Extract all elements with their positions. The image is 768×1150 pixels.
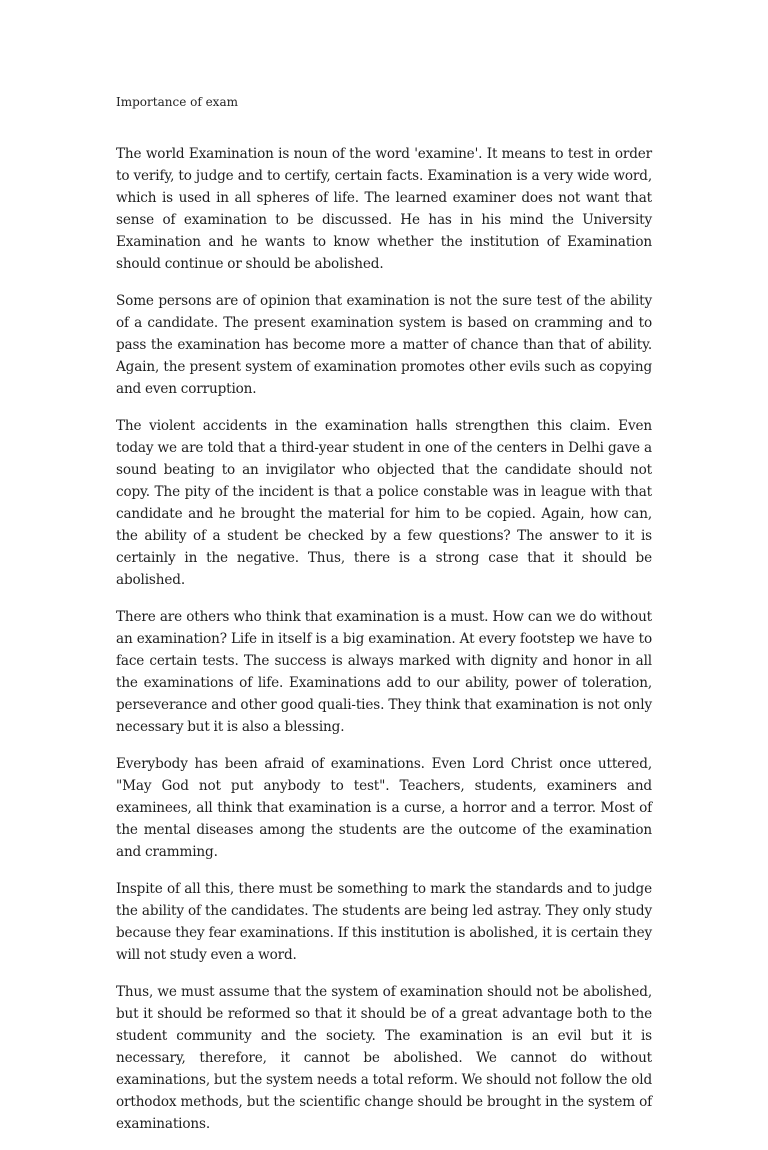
document-body [116, 143, 652, 1150]
paragraph-1: The world Examination is noun of the word 'examine'. It means to test in order to verify, to judge and to certify, certain facts. Examination is a very wide word, which is used in all spheres of life. The learned examiner does not want that sense of examination to be discussed. He has in his mind the University Examination and he wants to know whether the institution of Examination should continue or should be abolished. [116, 146, 652, 272]
paragraph-4: There are others who think that examination is a must. How can we do without an examination? Life in itself is a big examination. At every footstep we have to face certain tests. The success is always marked with dignity and honor in all the examinations of life. Examinations add to our ability, power of toleration, perseverance and other good quali-ties. They think that examination is not only necessary but it is also a blessing. [116, 609, 652, 735]
paragraph-3: The violent accidents in the examination halls strengthen this claim. Even today we are told that a third-year student in one of the centers in Delhi gave a sound beating to an invigilator who objected that the candidate should not copy. The pity of the incident is that a police constable was in league with that candidate and he brought the material for him to be copied. Again, how can, the ability of a student be checked by a few questions? The answer to it is certainly in the negative. Thus, there is a strong case that it should be abolished. [116, 418, 652, 588]
document-title: Importance of exam [116, 95, 238, 109]
paragraph-6: Inspite of all this, there must be something to mark the standards and to judge the ability of the candidates. The students are being led astray. They only study because they fear examinations. If this institution is abolished, it is certain they will not study even a word. [116, 881, 652, 963]
paragraph-7: Thus, we must assume that the system of examination should not be abolished, but it should be reformed so that it should be of a great advantage both to the student community and the society. The examination is an evil but it is necessary, therefore, it cannot be abolished. We cannot do without examinations, but the system needs a total reform. We should not follow the old orthodox methods, but the scientific change should be brought in the system of examinations. [116, 984, 652, 1132]
paragraph-2: Some persons are of opinion that examination is not the sure test of the ability of a candidate. The present examination system is based on cramming and to pass the examination has become more a matter of chance than that of ability. Again, the present system of examination promotes other evils such as copying and even corruption. [116, 293, 652, 397]
paragraph-5: Everybody has been afraid of examinations. Even Lord Christ once uttered, "May God not put anybody to test". Teachers, students, examiners and examinees, all think that examination is a curse, a horror and a terror. Most of the mental diseases among the students are the outcome of the examination and cramming. [116, 756, 652, 860]
